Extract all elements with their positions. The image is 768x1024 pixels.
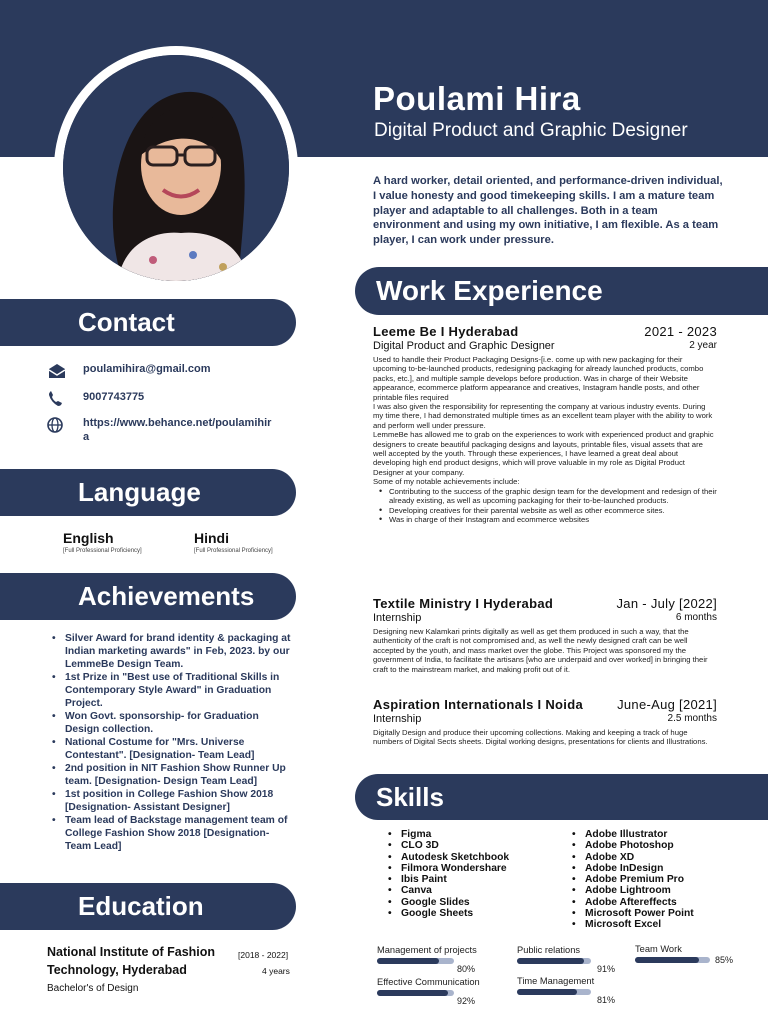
language-level: [Full Professional Proficiency] — [194, 548, 273, 554]
profile-summary: A hard worker, detail oriented, and performance-driven individual, I value honesty and good timekeeping skills. I am a mature team player and adaptable to all challenges. Both in a team environment and using my own initiative, I am flexible. As a team player, I can work under pressure. — [373, 175, 723, 247]
job-dates: June-Aug [2021] — [617, 697, 717, 712]
bar-percent: 80% — [457, 964, 476, 974]
job-paragraph: LemmeBe has allowed me to grab on the experiences to work with experienced product and graphic designers to create beautiful packaging designs and layouts, printable files, visual assets that are well accepted by the youth. Through these experiences, I have learned a great deal about developing high end product designs, which will prove valuable in my role as Digital Product Designer at your company. — [373, 430, 714, 477]
education-heading: Education — [0, 883, 296, 930]
language-hindi — [194, 530, 273, 554]
job-duration: 2.5 months — [667, 713, 717, 724]
job-company: Textile Ministry I Hyderabad — [373, 596, 554, 611]
job-company: Leeme Be I Hyderabad — [373, 324, 519, 339]
education-institute: National Institute of Fashion Technology, Hyderabad — [47, 945, 216, 977]
contact-web — [46, 416, 273, 444]
skills-list-2 — [571, 829, 694, 931]
bar-track — [377, 990, 476, 1006]
bar-track — [517, 958, 616, 974]
bar-fill — [517, 989, 577, 995]
bar-track — [635, 955, 734, 965]
skill-bar-projects — [377, 945, 477, 974]
job-title: Internship — [373, 713, 422, 725]
skill-bar-communication — [377, 977, 480, 1006]
achievement-item: • Won Govt. sponsorship- for Graduation Design collection. — [50, 710, 295, 736]
achievement-item: • Silver Award for brand identity & packaging at Indian marketing awards" in Feb, 2023. by our LemmeBe Design Team. — [50, 632, 295, 671]
person-role: Digital Product and Graphic Designer — [374, 120, 688, 141]
skill-item: • Microsoft Power Point — [571, 908, 694, 919]
language-name: Hindi — [194, 530, 229, 546]
phone-text[interactable]: 9007743775 — [83, 391, 145, 403]
language-name: English — [63, 530, 114, 546]
phone-icon — [46, 390, 68, 408]
bar-track — [517, 989, 616, 1005]
skill-item: • Adobe Premium Pro — [571, 874, 694, 885]
job-duration: 2 year — [689, 340, 717, 351]
job-duration: 6 months — [675, 612, 717, 623]
bar-fill — [377, 958, 439, 964]
bar-label: Team Work — [635, 944, 682, 954]
education-degree: Bachelor's of Design — [47, 983, 139, 994]
education-duration: 4 years — [262, 966, 290, 976]
skills-heading: Skills — [355, 774, 768, 820]
job-description — [373, 627, 717, 674]
bar-percent: 85% — [715, 955, 734, 965]
skill-item: • Adobe Aftereffects — [571, 897, 694, 908]
education-dates: [2018 - 2022] — [238, 950, 289, 960]
skill-item: • Google Sheets — [387, 908, 509, 919]
skill-item: • CLO 3D — [387, 840, 509, 851]
job-leemebe — [373, 324, 717, 524]
job-textile-ministry — [373, 596, 717, 674]
skills-list-1 — [387, 829, 509, 919]
portrait-icon — [63, 55, 289, 281]
achievement-item: • 1st Prize in "Best use of Traditional Skills in Contemporary Style Award" in Graduation Project. — [50, 671, 295, 710]
web-text[interactable]: https://www.behance.net/poulamihira — [83, 417, 272, 443]
achievement-item: • 1st position in College Fashion Show 2018 [Designation- Assistant Designer] — [50, 788, 295, 814]
language-english — [63, 530, 142, 554]
achievements-list — [50, 632, 295, 853]
achievements-heading: Achievements — [0, 573, 296, 620]
bar-label: Time Management — [517, 976, 595, 986]
bar-track — [377, 958, 476, 974]
person-name: Poulami Hira — [373, 80, 581, 117]
profile-photo — [63, 55, 289, 281]
contact-phone — [46, 390, 273, 408]
bar-percent: 92% — [457, 996, 476, 1006]
skill-item: • Figma — [387, 829, 509, 840]
skill-item: • Canva — [387, 885, 509, 896]
job-company: Aspiration Internationals I Noida — [373, 697, 583, 712]
language-level: [Full Professional Proficiency] — [63, 548, 142, 554]
bar-percent: 81% — [597, 995, 616, 1005]
job-dates: Jan - July [2022] — [616, 596, 717, 611]
job-bullet: • Developing creatives for their parental website as well as other ecommerce sites. — [379, 506, 717, 515]
skill-item: • Autodesk Sketchbook — [387, 852, 509, 863]
skill-item: • Ibis Paint — [387, 874, 509, 885]
job-paragraph: I was also given the responsibility for representing the company at various industry events. During my time there, I had demonstrated multiple times as an excellent team player with the ability to work and perform well under pressure. — [373, 402, 713, 430]
skill-item: • Adobe Lightroom — [571, 885, 694, 896]
achievement-item: • National Costume for "Mrs. Universe Contestant". [Designation- Team Lead] — [50, 736, 295, 762]
language-heading: Language — [0, 469, 296, 516]
job-paragraph: Digitally Design and produce their upcoming collections. Making and keeping a track of huge numbers of Digital Sects sheets. Digital working designs, presentations for clients and Illustrations. — [373, 728, 708, 747]
email-text[interactable]: poulamihira@gmail.com — [83, 363, 211, 375]
mail-icon — [46, 362, 68, 380]
bar-fill — [517, 958, 584, 964]
job-bullet: • Contributing to the success of the graphic design team for the development and redesign of their already existing, as well as upcoming packaging for their to-be-launched products. — [379, 487, 717, 506]
contact-heading: Contact — [0, 299, 296, 346]
skill-bar-team-work — [635, 944, 734, 965]
skill-bar-public-relations — [517, 945, 616, 974]
work-heading: Work Experience — [355, 267, 768, 315]
skill-item: • Adobe Photoshop — [571, 840, 694, 851]
job-title: Digital Product and Graphic Designer — [373, 340, 555, 352]
bar-label: Public relations — [517, 945, 581, 955]
bar-percent: 91% — [597, 964, 616, 974]
job-description — [373, 355, 717, 524]
skill-item: • Adobe Illustrator — [571, 829, 694, 840]
job-aspiration — [373, 697, 717, 747]
job-paragraph: Designing new Kalamkari prints digitally as well as get them produced in such a way, that the authenticity of the craft is not compromised and, as well the newly designed craft can be well accepted by the youth, and mass market over the globe. This Project was sponsored my the government of India, to facilitate the artisans [who are underpaid and over worked] in bringing their craft to the mainstream market, and making profit out of it. — [373, 627, 708, 674]
contact-email — [46, 362, 273, 380]
job-dates: 2021 - 2023 — [644, 324, 717, 339]
bar-fill — [635, 957, 699, 963]
bar-label: Management of projects — [377, 945, 477, 955]
bar-fill — [377, 990, 448, 996]
skill-item: • Filmora Wondershare — [387, 863, 509, 874]
skill-item: • Microsoft Excel — [571, 919, 694, 930]
skill-item: • Adobe InDesign — [571, 863, 694, 874]
achievement-item: • Team lead of Backstage management team of College Fashion Show 2018 [Designation- Team Lead] — [50, 814, 295, 853]
job-description — [373, 728, 717, 747]
job-bullet: • Was in charge of their Instagram and ecommerce websites — [379, 515, 717, 524]
job-paragraph: Some of my notable achievements include: — [373, 477, 520, 487]
job-title: Internship — [373, 612, 422, 624]
skill-bar-time-management — [517, 976, 616, 1005]
skill-item: • Google Slides — [387, 897, 509, 908]
job-paragraph: Used to handle their Product Packaging Designs-[i.e. come up with new packaging for their upcoming to-be-launched products, redesigning packaging for already launched products, combo packs, etc.], and multiple sample develops before production. Was in charge of their Website appearance, ecommerce platform appearance and creatives, Instagram handle posts, and other printable files required — [373, 355, 704, 402]
bar-label: Effective Communication — [377, 977, 480, 987]
skill-item: • Adobe XD — [571, 852, 694, 863]
globe-icon — [46, 416, 68, 434]
achievement-item: • 2nd position in NIT Fashion Show Runner Up team. [Designation- Design Team Lead] — [50, 762, 295, 788]
